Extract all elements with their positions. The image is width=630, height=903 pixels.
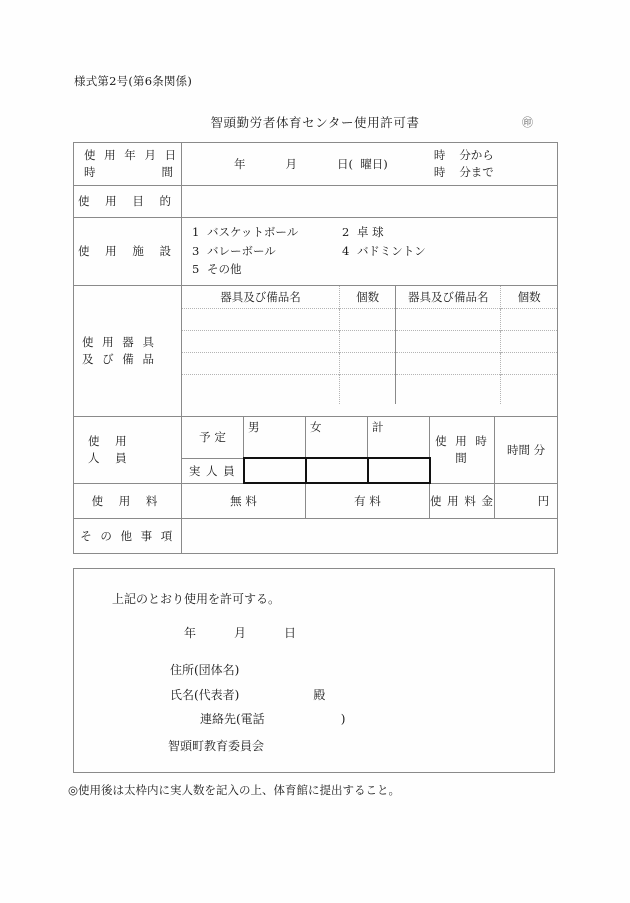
month-label: 月 <box>285 156 297 171</box>
name-field-label: 氏名(代表者) <box>170 688 240 702</box>
equipment-qty-input-2[interactable] <box>501 374 557 404</box>
year-label: 年 <box>234 156 246 171</box>
equipment-qty-input-2[interactable] <box>501 352 557 374</box>
table-row-people-planned <box>74 416 558 458</box>
equipment-entry-row[interactable] <box>182 352 557 374</box>
table-row-equipment <box>74 285 558 416</box>
facility-option-list <box>182 218 557 285</box>
label-other-items: そ の 他 事 項 <box>74 518 182 553</box>
label-usage-purpose: 使 用 目 的 <box>74 186 182 218</box>
facility-option-row-1 <box>192 223 557 242</box>
facility-option-2[interactable] <box>342 225 384 239</box>
equipment-name-input-2[interactable] <box>396 352 501 374</box>
equipment-name-input-2[interactable] <box>396 330 501 352</box>
facility-option-5[interactable] <box>192 260 342 279</box>
facility-option-row-2 <box>192 242 557 261</box>
label-datetime-line2 <box>74 164 181 181</box>
equipment-name-input-2[interactable] <box>396 308 501 330</box>
label-people-line2: 人 員 <box>88 450 133 465</box>
label-usage-facility: 使 用 施 設 <box>74 218 182 286</box>
facility-option-1-number: 1 <box>192 225 200 239</box>
seal-icon: ㊞ <box>522 116 533 129</box>
label-fee-amount: 使 用 料 金 <box>430 483 495 518</box>
hour-from-label: 時 <box>433 148 446 163</box>
equipment-grid-cell <box>182 285 558 416</box>
label-usage-datetime <box>74 143 182 186</box>
label-usage-time: 使 用 時 間 <box>430 416 495 483</box>
actual-male-input[interactable] <box>244 458 306 483</box>
approval-box <box>73 568 555 773</box>
facility-option-row-3 <box>192 260 557 279</box>
planned-male-cell[interactable] <box>244 416 306 458</box>
approval-statement: 上記のとおり使用を許可する。 <box>112 592 281 606</box>
label-equipment-line1: 使 用 器 具 <box>82 335 157 350</box>
time-from-row <box>434 148 494 162</box>
equipment-header-row <box>182 286 557 309</box>
facility-option-3-label: バレーボール <box>207 243 276 258</box>
facility-option-5-label: その他 <box>207 262 242 277</box>
actual-female-input[interactable] <box>306 458 368 483</box>
label-actual-count: 実 人 員 <box>182 458 244 483</box>
label-usage-fee: 使 用 料 <box>74 483 182 518</box>
fee-option-paid[interactable]: 有 料 <box>306 483 430 518</box>
label-datetime-line1: 使 用 年 月 日 <box>84 148 179 163</box>
equipment-entry-row[interactable] <box>182 330 557 352</box>
equipment-qty-input-2[interactable] <box>501 308 557 330</box>
label-usage-equipment <box>74 285 182 416</box>
table-row-facility <box>74 218 558 286</box>
honorific-label: 殿 <box>313 688 326 702</box>
equipment-name-input[interactable] <box>182 308 340 330</box>
contact-close-paren: ) <box>340 712 346 726</box>
facility-option-4-number: 4 <box>342 243 350 258</box>
equipment-name-input-2[interactable] <box>396 374 501 404</box>
facility-option-2-number: 2 <box>342 225 350 239</box>
facility-option-4[interactable] <box>342 244 426 258</box>
minute-from-label: 分から <box>459 148 494 163</box>
planned-female-cell[interactable] <box>306 416 368 458</box>
label-datetime-line2-b: 間 <box>161 165 173 179</box>
equipment-name-input[interactable] <box>182 352 340 374</box>
planned-total-cell[interactable] <box>368 416 430 458</box>
usage-time-value-cell[interactable] <box>495 416 558 483</box>
equipment-entry-row[interactable] <box>182 308 557 330</box>
table-row-other <box>74 518 558 553</box>
fee-option-free[interactable]: 無 料 <box>182 483 306 518</box>
equipment-qty-input[interactable] <box>340 352 396 374</box>
contact-field-label: 連絡先(電話 <box>200 712 265 726</box>
document-title: 智頭勤労者体育センター使用許可書 <box>210 115 420 130</box>
equipment-entry-row[interactable] <box>182 374 557 404</box>
equipment-name-input[interactable] <box>182 330 340 352</box>
table-row-purpose <box>74 186 558 218</box>
contact-field-row <box>200 710 345 727</box>
day-label: 日( 曜日) <box>337 156 388 171</box>
equipment-qty-input[interactable] <box>340 374 396 404</box>
facility-option-3[interactable] <box>192 242 342 261</box>
table-row-fee <box>74 483 558 518</box>
label-female: 女 <box>310 419 322 434</box>
equipment-col-qty-2: 個数 <box>501 286 557 309</box>
label-total: 計 <box>372 419 384 434</box>
name-field-row <box>170 686 325 703</box>
approval-day-label: 日 <box>284 626 297 640</box>
form-number: 様式第2号(第6条関係) <box>74 74 193 88</box>
equipment-col-name-1: 器具及び備品名 <box>220 289 301 304</box>
minute-to-label: 分まで <box>459 165 494 179</box>
permit-form-table <box>73 142 558 554</box>
time-range-stack <box>434 147 557 180</box>
equipment-qty-input[interactable] <box>340 330 396 352</box>
address-field-label: 住所(団体名) <box>170 663 240 677</box>
purpose-input-cell[interactable] <box>182 186 558 218</box>
approval-year-label: 年 <box>184 626 197 640</box>
label-equipment-line2: 及 び 備 品 <box>82 351 157 366</box>
equipment-name-input[interactable] <box>182 374 340 404</box>
facility-option-2-label: 卓 球 <box>357 225 384 239</box>
hour-to-label: 時 <box>433 165 446 179</box>
facility-options-cell[interactable] <box>182 218 558 286</box>
datetime-fields <box>182 147 557 180</box>
facility-option-5-number: 5 <box>192 262 200 277</box>
table-row-datetime <box>74 143 558 186</box>
facility-option-4-label: バドミントン <box>357 243 426 258</box>
approval-month-label: 月 <box>234 626 247 640</box>
facility-option-1-label: バスケットボール <box>207 225 299 239</box>
equipment-col-name-2: 器具及び備品名 <box>396 286 501 309</box>
label-planned-count: 予 定 <box>182 416 244 458</box>
time-to-row <box>434 165 494 179</box>
label-male: 男 <box>248 419 260 434</box>
facility-option-1[interactable] <box>192 223 342 242</box>
label-datetime-line2-a: 時 <box>84 165 96 179</box>
facility-option-3-number: 3 <box>192 243 200 258</box>
actual-total-input[interactable] <box>368 458 430 483</box>
datetime-input-cell[interactable] <box>182 143 558 186</box>
fee-amount-input[interactable] <box>495 483 558 518</box>
label-people-line1: 使 用 <box>88 434 133 449</box>
currency-label: 円 <box>537 493 550 508</box>
equipment-qty-input[interactable] <box>340 308 396 330</box>
equipment-col-qty-1: 個数 <box>340 286 396 309</box>
label-people-count <box>74 416 182 483</box>
issuer-name: 智頭町教育委員会 <box>168 739 265 753</box>
usage-time-units: 時間 分 <box>506 442 546 457</box>
other-items-input[interactable] <box>182 518 558 553</box>
equipment-grid <box>182 286 557 404</box>
approval-date-line[interactable] <box>184 624 296 641</box>
footnote-instruction: ◎使用後は太枠内に実人数を記入の上、体育館に提出すること。 <box>68 783 401 797</box>
equipment-qty-input-2[interactable] <box>501 330 557 352</box>
